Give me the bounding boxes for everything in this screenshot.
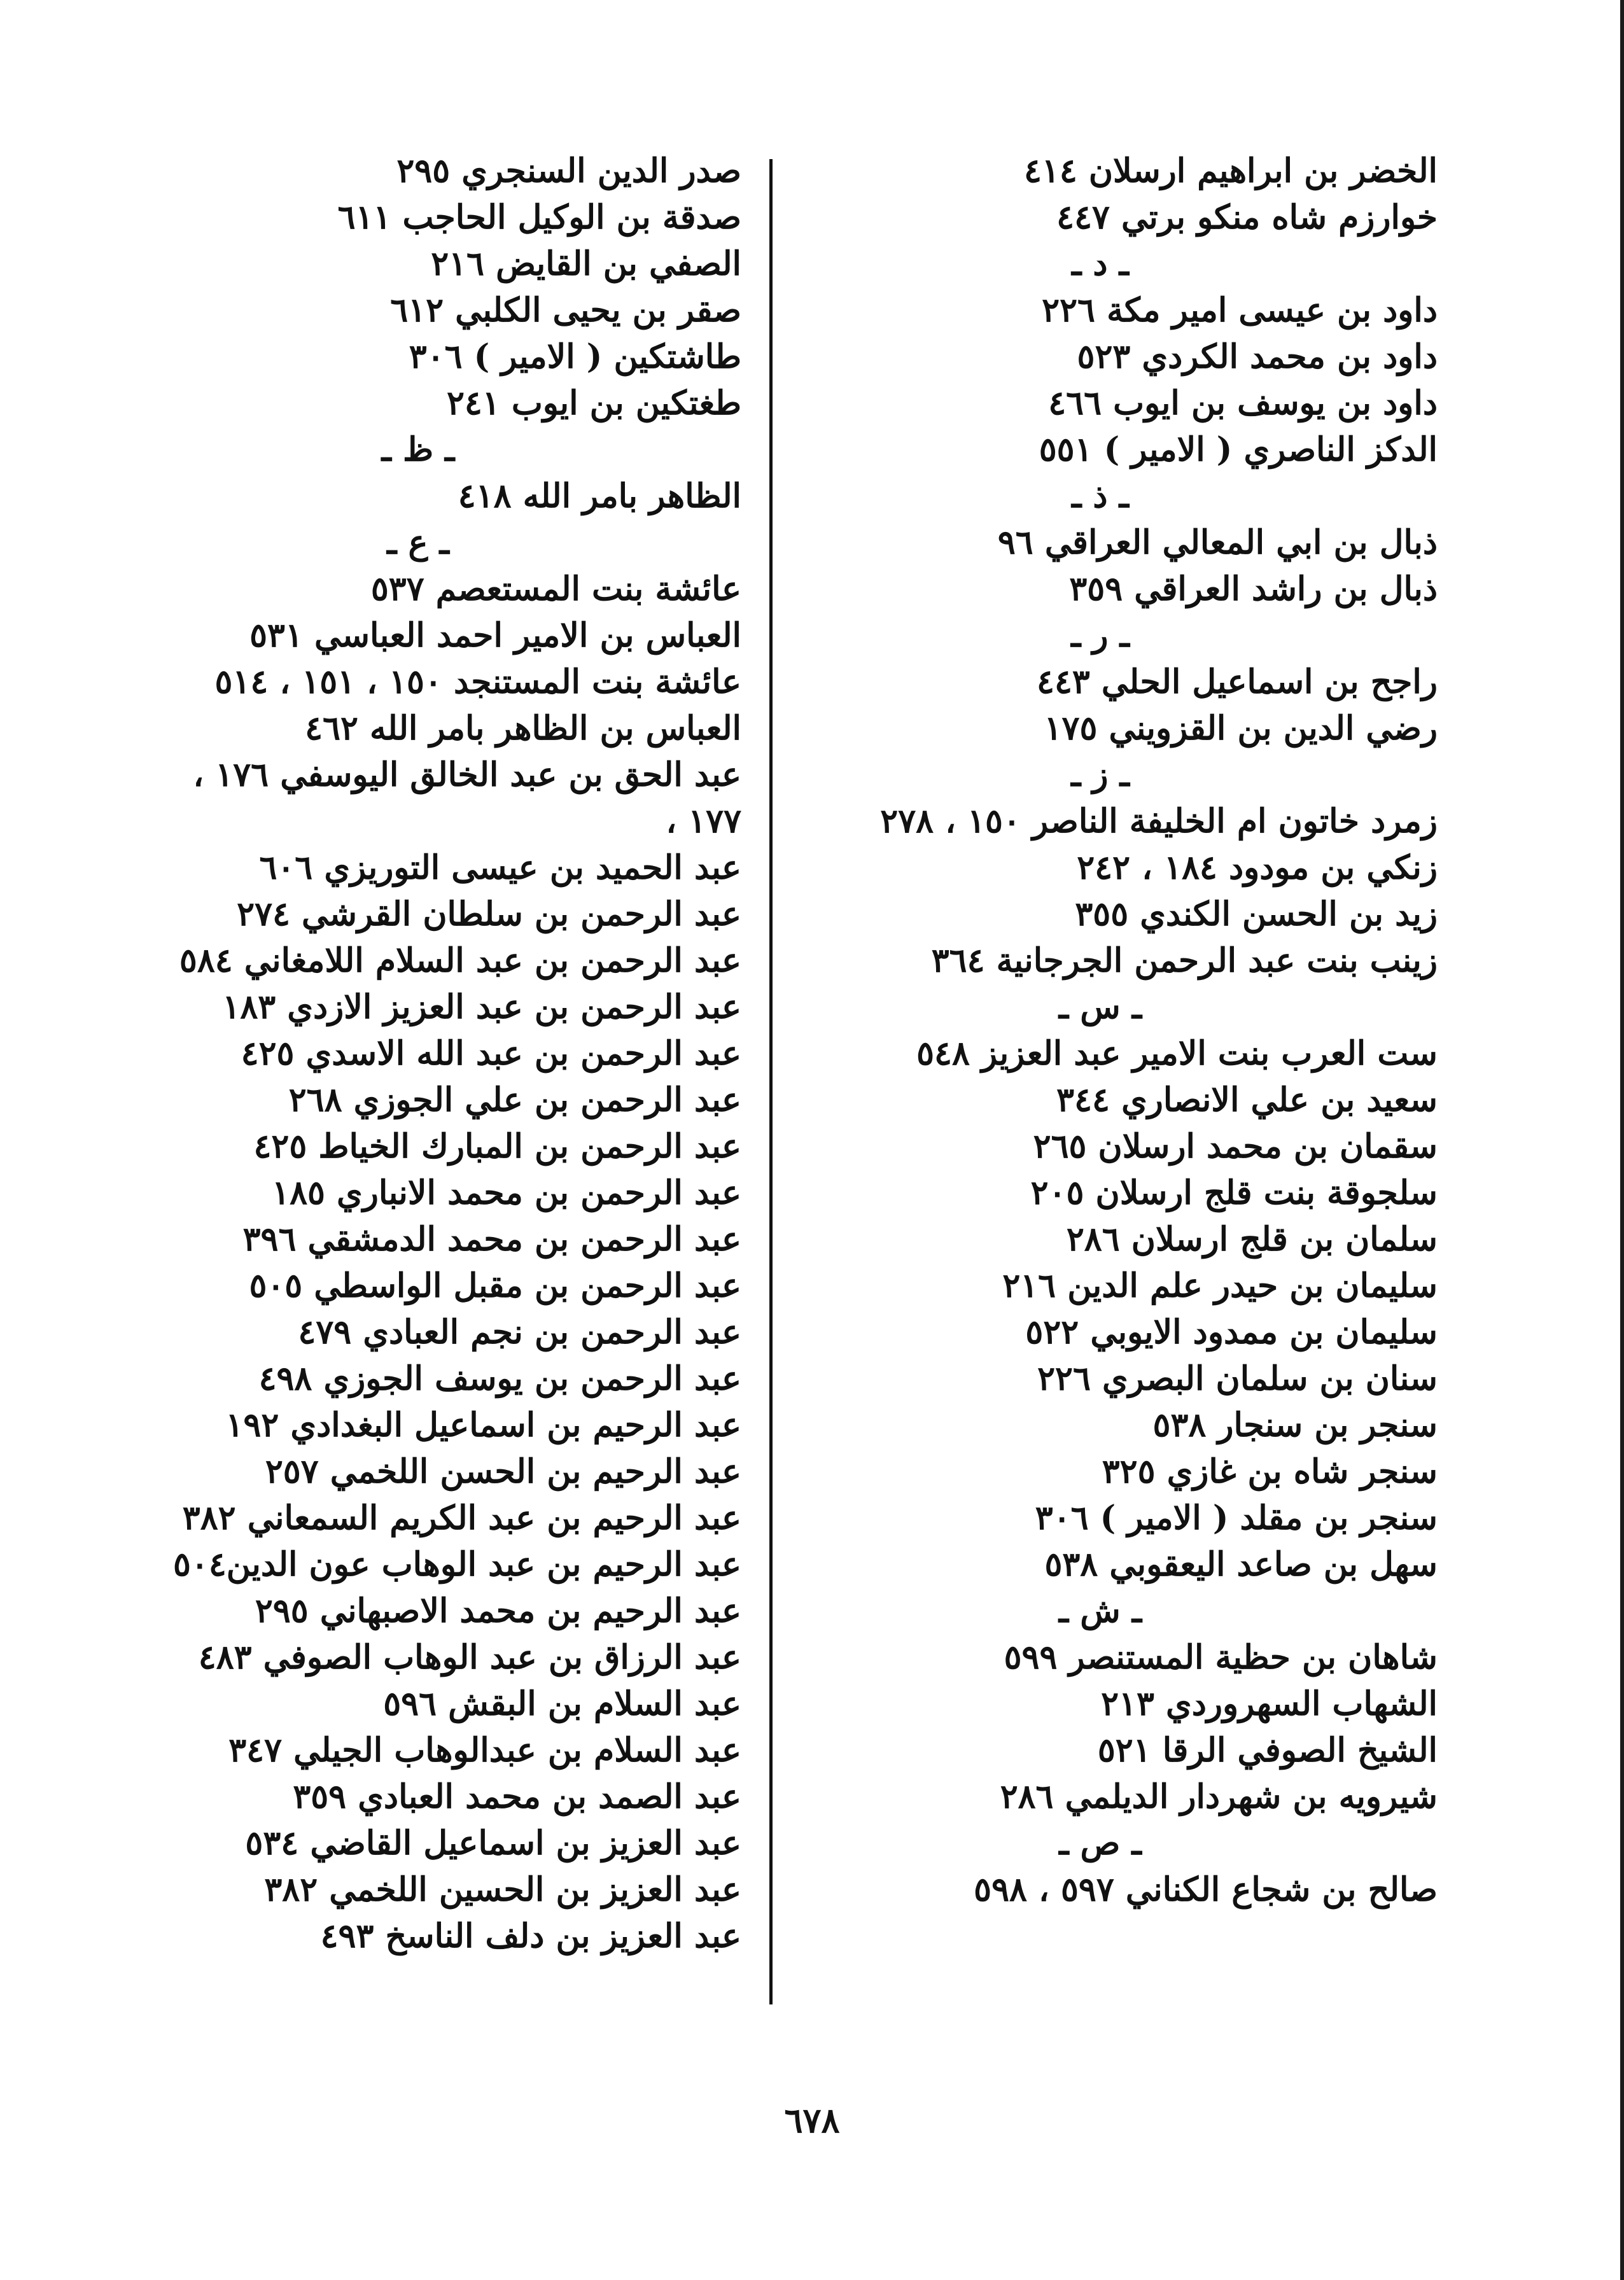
index-entry: العباس بن الظاهر بامر الله ٤٦٢ <box>305 709 741 748</box>
index-entry: ١٧٧ ، <box>666 802 741 841</box>
index-entry: سنجر بن مقلد ( الامير ) ٣٠٦ <box>1035 1499 1438 1537</box>
page-edge <box>1620 0 1624 2280</box>
index-column-left <box>90 148 746 1959</box>
index-entry: داود بن عيسى امير مكة ٢٢٦ <box>1042 291 1438 330</box>
index-entry: شيرويه بن شهردار الديلمي ٢٨٦ <box>1000 1777 1438 1816</box>
letter-heading: ـ س ـ <box>1058 988 1142 1026</box>
index-entry: داود بن محمد الكردي ٥٢٣ <box>1077 337 1438 376</box>
index-entry: الظاهر بامر الله ٤١٨ <box>458 477 741 515</box>
index-entry: عبد الرحمن بن علي الجوزي ٢٦٨ <box>288 1081 741 1119</box>
index-entry: سليمان بن ممدود الايوبي ٥٢٢ <box>1025 1313 1438 1352</box>
index-entry: الدكز الناصري ( الامير ) ٥٥١ <box>1039 430 1438 469</box>
index-entry: ست العرب بنت الامير عبد العزيز ٥٤٨ <box>916 1034 1438 1073</box>
index-entry: خوارزم شاه منكو برتي ٤٤٧ <box>1056 198 1438 237</box>
index-entry: طغتكين بن ايوب ٢٤١ <box>446 384 741 423</box>
index-entry: عبد الرحيم بن عبد الوهاب عون الدين٥٠٤ <box>172 1545 741 1584</box>
index-entry: الشهاب السهروردي ٢١٣ <box>1101 1684 1438 1723</box>
index-entry: سلجوقة بنت قلج ارسلان ٢٠٥ <box>1030 1173 1438 1212</box>
index-entry: سهل بن صاعد اليعقوبي ٥٣٨ <box>1044 1545 1438 1584</box>
index-entry: عبد العزيز بن اسماعيل القاضي ٥٣٤ <box>245 1824 741 1863</box>
index-entry: عائشة بنت المستعصم ٥٣٧ <box>370 570 741 608</box>
letter-heading: ـ ز ـ <box>1071 755 1130 794</box>
index-entry: شاهان بن حظية المستنصر ٥٩٩ <box>1004 1638 1438 1677</box>
index-entry: سعيد بن علي الانصاري ٣٤٤ <box>1056 1081 1438 1119</box>
index-entry: عبد الرحيم بن اسماعيل البغدادي ١٩٢ <box>225 1406 741 1444</box>
index-entry: سنان بن سلمان البصري ٢٢٦ <box>1037 1359 1438 1398</box>
index-entry: رضي الدين بن القزويني ١٧٥ <box>1044 709 1438 748</box>
letter-heading: ـ ص ـ <box>1059 1824 1142 1863</box>
index-entry: عبد العزيز بن الحسين اللخمي ٣٨٢ <box>264 1870 741 1909</box>
index-entry: صدر الدين السنجري ٢٩٥ <box>396 151 741 190</box>
index-entry: عبد الحق بن عبد الخالق اليوسفي ١٧٦ ، <box>193 755 741 794</box>
page-number: ٦٧٨ <box>784 2100 840 2141</box>
index-entry: عبد الرحمن بن عبد الله الاسدي ٤٢٥ <box>241 1034 741 1073</box>
letter-heading: ـ ع ـ <box>387 523 449 562</box>
index-entry: عائشة بنت المستنجد ١٥٠ ، ١٥١ ، ٥١٤ <box>214 662 741 701</box>
index-entry: عبد الصمد بن محمد العبادي ٣٥٩ <box>293 1777 741 1816</box>
index-entry: سلمان بن قلج ارسلان ٢٨٦ <box>1066 1220 1438 1259</box>
index-entry: سليمان بن حيدر علم الدين ٢١٦ <box>1002 1266 1438 1305</box>
index-entry: عبد العزيز بن دلف الناسخ ٤٩٣ <box>320 1917 741 1955</box>
index-entry: ذبال بن ابي المعالي العراقي ٩٦ <box>997 523 1438 562</box>
index-entry: زينب بنت عبد الرحمن الجرجانية ٣٦٤ <box>931 941 1438 980</box>
index-entry: عبد الرحمن بن محمد الانباري ١٨٥ <box>272 1173 741 1212</box>
index-entry: عبد الحميد بن عيسى التوريزي ٦٠٦ <box>259 848 741 887</box>
index-entry: عبد الرحمن بن المبارك الخياط ٤٢٥ <box>253 1127 741 1166</box>
index-entry: داود بن يوسف بن ايوب ٤٦٦ <box>1048 384 1438 423</box>
letter-heading: ـ ذ ـ <box>1072 477 1129 515</box>
index-entry: زيد بن الحسن الكندي ٣٥٥ <box>1075 895 1438 934</box>
index-entry: عبد الرزاق بن عبد الوهاب الصوفي ٤٨٣ <box>198 1638 741 1677</box>
index-entry: زمرد خاتون ام الخليفة الناصر ١٥٠ ، ٢٧٨ <box>880 802 1438 841</box>
column-divider <box>769 159 773 2004</box>
index-entry: عبد الرحيم بن عبد الكريم السمعاني ٣٨٢ <box>182 1499 741 1537</box>
index-entry: عبد الرحيم بن محمد الاصبهاني ٢٩٥ <box>255 1591 741 1630</box>
index-entry: عبد السلام بن عبدالوهاب الجيلي ٣٤٧ <box>228 1731 741 1770</box>
index-column-right <box>763 148 1438 1913</box>
index-entry: عبد الرحمن بن نجم العبادي ٤٧٩ <box>298 1313 741 1352</box>
index-entry: عبد السلام بن البقش ٥٩٦ <box>383 1684 741 1723</box>
index-entry: ذبال بن راشد العراقي ٣٥٩ <box>1069 570 1438 608</box>
index-entry: عبد الرحمن بن سلطان القرشي ٢٧٤ <box>237 895 741 934</box>
index-entry: عبد الرحمن بن محمد الدمشقي ٣٩٦ <box>242 1220 741 1259</box>
index-entry: راجح بن اسماعيل الحلي ٤٤٣ <box>1037 662 1438 701</box>
index-entry: العباس بن الامير احمد العباسي ٥٣١ <box>249 616 741 655</box>
index-entry: عبد الرحمن بن مقبل الواسطي ٥٠٥ <box>249 1266 741 1305</box>
index-entry: صقر بن يحيى الكلبي ٦١٢ <box>390 291 741 330</box>
index-entry: طاشتكين ( الامير ) ٣٠٦ <box>409 337 741 376</box>
index-entry: صالح بن شجاع الكناني ٥٩٧ ، ٥٩٨ <box>974 1870 1438 1909</box>
index-entry: زنكي بن مودود ١٨٤ ، ٢٤٢ <box>1077 848 1438 887</box>
letter-heading: ـ ش ـ <box>1058 1591 1142 1630</box>
letter-heading: ـ ظ ـ <box>381 430 455 469</box>
letter-heading: ـ د ـ <box>1072 244 1129 283</box>
index-entry: عبد الرحمن بن عبد السلام اللامغاني ٥٨٤ <box>179 941 741 980</box>
letter-heading: ـ ر ـ <box>1071 616 1130 655</box>
index-entry: سنجر بن سنجار ٥٣٨ <box>1152 1406 1438 1444</box>
index-entry: الشيخ الصوفي الرقا ٥٢١ <box>1097 1731 1438 1770</box>
index-entry: صدقة بن الوكيل الحاجب ٦١١ <box>337 198 741 237</box>
index-entry: عبد الرحمن بن عبد العزيز الازدي ١٨٣ <box>222 988 741 1026</box>
index-entry: عبد الرحيم بن الحسن اللخمي ٢٥٧ <box>265 1452 741 1491</box>
index-entry: الخضر بن ابراهيم ارسلان ٤١٤ <box>1023 151 1438 190</box>
index-entry: الصفي بن القايض ٢١٦ <box>431 244 741 283</box>
index-entry: سنجر شاه بن غازي ٣٢٥ <box>1102 1452 1438 1491</box>
index-entry: عبد الرحمن بن يوسف الجوزي ٤٩٨ <box>258 1359 741 1398</box>
index-entry: سقمان بن محمد ارسلان ٢٦٥ <box>1033 1127 1438 1166</box>
